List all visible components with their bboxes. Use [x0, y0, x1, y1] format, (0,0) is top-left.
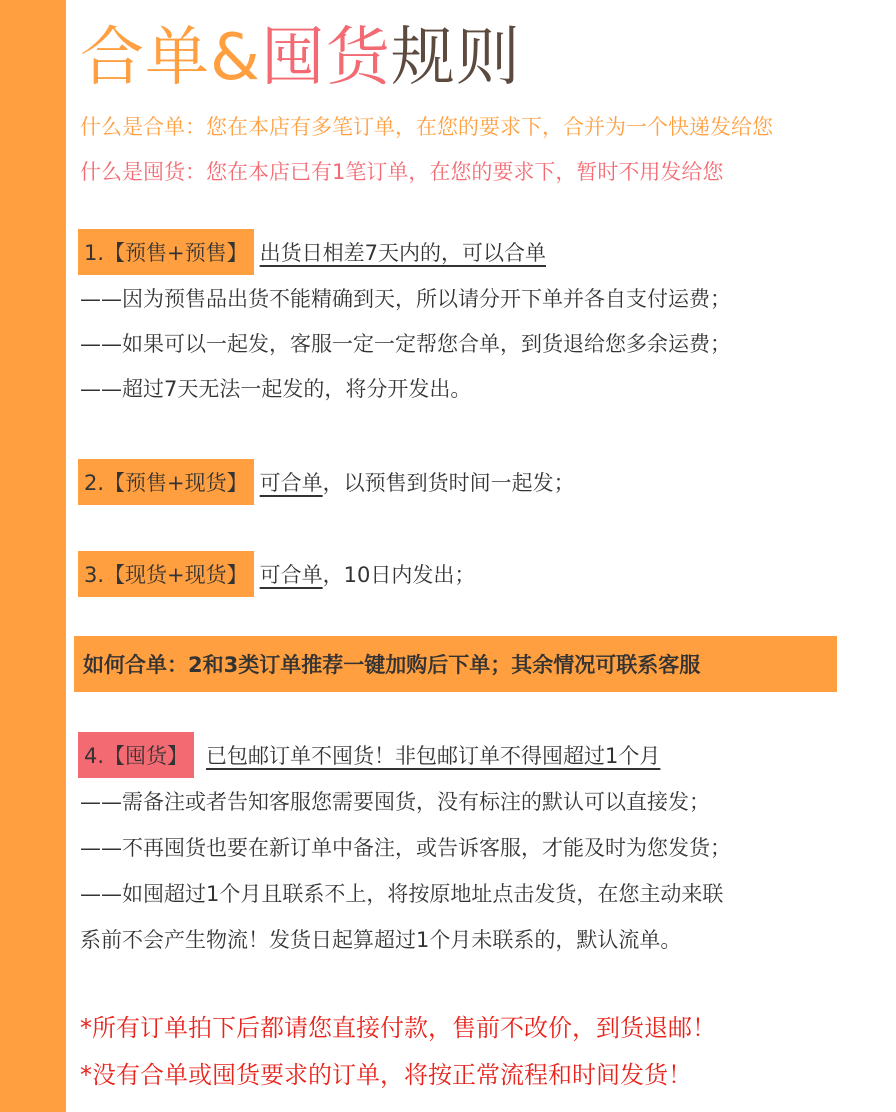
title-merge: 合单& — [80, 21, 261, 95]
hold-definition: 什么是囤货：您在本店已有1笔订单，在您的要求下，暂时不用发给您 — [80, 160, 724, 184]
title-hold: 囤货 — [260, 21, 391, 95]
title-rules: 规则 — [390, 21, 521, 95]
rule4-line-3: ——如囤超过1个月且联系不上，将按原地址点击发货，在您主动来联 — [80, 882, 724, 906]
rule1-line-1: ——因为预售品出货不能精确到天，所以请分开下单并各自支付运费； — [80, 287, 731, 311]
rule1-line-3: ——超过7天无法一起发的，将分开发出。 — [80, 377, 472, 401]
note-payment: *所有订单拍下后都请您直接付款，售前不改价，到货退邮！ — [80, 1014, 716, 1042]
rule1-header — [78, 229, 546, 275]
merge-definition: 什么是合单：您在本店有多笔订单，在您的要求下，合并为一个快递发给您 — [80, 115, 773, 139]
rule4-header — [78, 732, 660, 778]
rule4-line-4: 系前不会产生物流！发货日起算超过1个月未联系的，默认流单。 — [80, 928, 682, 952]
rule2-tag: 2.【预售+现货】 — [78, 459, 254, 505]
rule1-line-2: ——如果可以一起发，客服一定一定帮您合单，到货退给您多余运费； — [80, 332, 731, 356]
rule4-condition: 已包邮订单不囤货！非包邮订单不得囤超过1个月 — [206, 744, 661, 768]
rule3-detail: ，10日内发出； — [322, 563, 476, 587]
rule4-tag: 4.【囤货】 — [78, 732, 194, 778]
page-title — [80, 16, 521, 100]
rule2-detail: ，以预售到货时间一起发； — [322, 471, 575, 495]
rule3-condition: 可合单 — [259, 563, 323, 587]
how-to-merge-banner: 如何合单：2和3类订单推荐一键加购后下单；其余情况可联系客服 — [74, 636, 837, 692]
rule2-condition: 可合单 — [259, 471, 323, 495]
rule1-tag: 1.【预售+预售】 — [78, 229, 254, 275]
rule4-line-1: ——需备注或者告知客服您需要囤货，没有标注的默认可以直接发； — [80, 790, 710, 814]
rule3-tag: 3.【现货+现货】 — [78, 551, 254, 597]
note-shipping: *没有合单或囤货要求的订单，将按正常流程和时间发货！ — [80, 1061, 692, 1089]
rule3-header — [78, 551, 475, 597]
rule2-header — [78, 459, 575, 505]
rule4-line-2: ——不再囤货也要在新订单中备注，或告诉客服，才能及时为您发货； — [80, 836, 731, 860]
left-accent-stripe — [0, 0, 66, 1112]
rule1-condition: 出货日相差7天内的，可以合单 — [259, 241, 547, 265]
